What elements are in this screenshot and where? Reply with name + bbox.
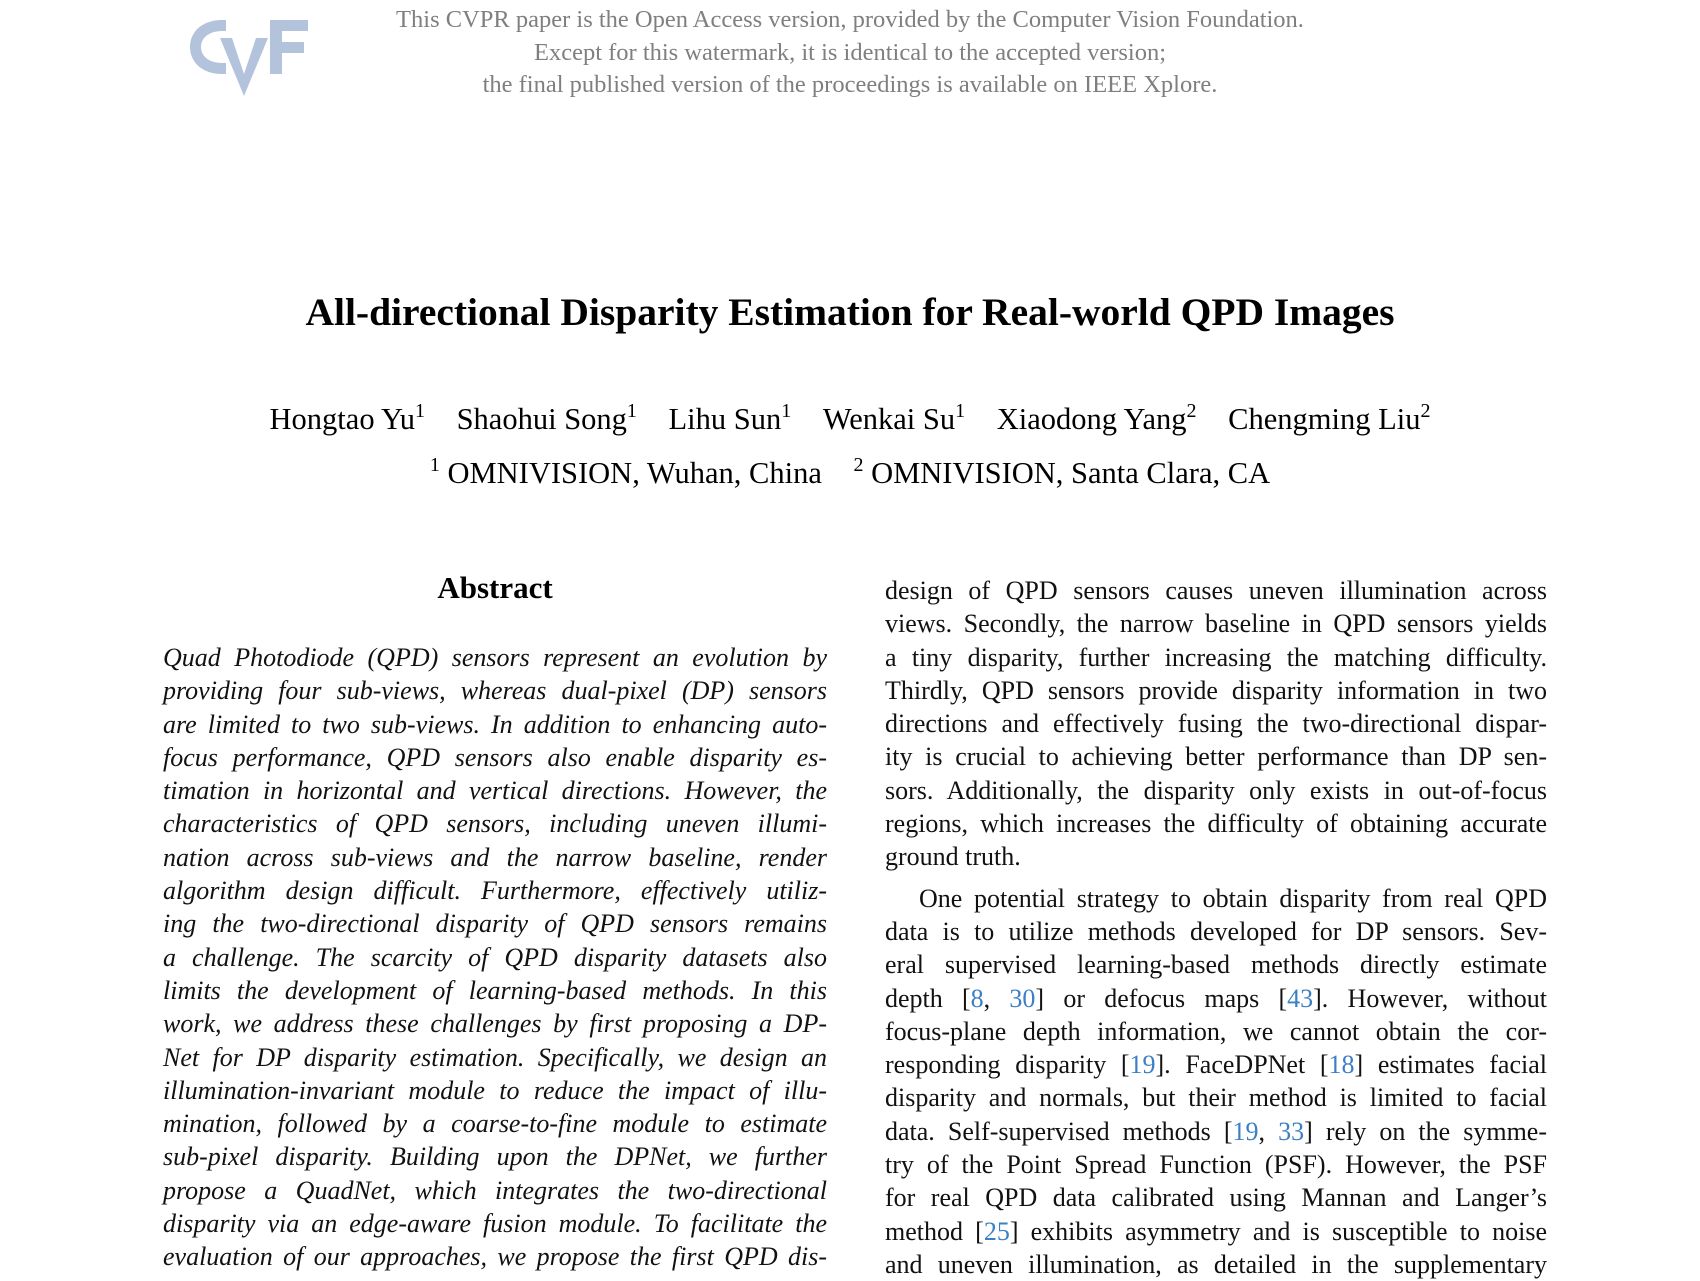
paper-title: All-directional Disparity Estimation for Real-world QPD Images — [305, 290, 1395, 334]
text-line: views. Secondly, the narrow baseline in QPD sensors yields — [885, 609, 1547, 639]
abstract-line: sub-pixel disparity. Building upon the DPNet, we further — [163, 1142, 827, 1172]
citation-link[interactable]: 8 — [970, 983, 984, 1013]
citation-link[interactable]: 18 — [1328, 1050, 1355, 1080]
author: Chengming Liu$^2$ — [1228, 400, 1431, 436]
text-line: data. Self-supervised methods [19, 33] rely on the symme- — [885, 1116, 1548, 1146]
paragraph-spacer — [885, 874, 1547, 882]
author-list — [0, 399, 1700, 439]
text-line: a tiny disparity, further increasing the matching difficulty. — [885, 642, 1547, 672]
affiliation: $^2$ OMNIVISION, Santa Clara, CA — [853, 454, 1271, 490]
text-line: eral supervised learning-based methods directly estimate — [885, 950, 1547, 980]
watermark-line: This CVPR paper is the Open Access version, provided by the Computer Vision Foundation. — [396, 6, 1304, 33]
citation-link[interactable]: 25 — [983, 1216, 1010, 1246]
abstract-line: mination, followed by a coarse-to-fine module to estimate — [163, 1109, 827, 1139]
abstract-line: focus performance, QPD sensors also enable disparity es- — [163, 742, 827, 772]
open-access-watermark — [330, 4, 1370, 102]
abstract-line: ing the two-directional disparity of QPD sensors remains — [163, 909, 827, 939]
abstract-line: illumination-invariant module to reduce the impact of illu- — [163, 1075, 827, 1105]
watermark-line: the final published version of the proceedings is available on IEEE Xplore. — [482, 71, 1218, 98]
author: Lihu Sun$^1$ — [668, 400, 792, 436]
text-line: ground truth. — [885, 842, 1021, 872]
text-line: directions and effectively fusing the two-directional dispar- — [885, 709, 1547, 739]
text-line: depth [8, 30] or defocus maps [43]. However, without — [885, 983, 1547, 1013]
watermark-line: Except for this watermark, it is identical to the accepted version; — [533, 38, 1166, 66]
intro-body — [885, 574, 1547, 1281]
text-line: regions, which increases the difficulty of obtaining accurate — [885, 809, 1547, 839]
text-line: disparity and normals, but their method is limited to facial — [885, 1083, 1547, 1113]
abstract-line: Quad Photodiode (QPD) sensors represent an evolution by — [163, 643, 827, 672]
abstract-line: providing four sub-views, whereas dual-pixel (DP) sensors — [163, 676, 827, 706]
abstract-heading: Abstract — [437, 570, 553, 605]
citation-link[interactable]: 33 — [1278, 1116, 1305, 1146]
author: Shaohui Song$^1$ — [456, 400, 637, 436]
abstract-line: work, we address these challenges by first proposing a DP- — [163, 1009, 827, 1039]
abstract-line: propose a QuadNet, which integrates the two-directional — [163, 1175, 827, 1205]
text-line: Thirdly, QPD sensors provide disparity information in two — [885, 675, 1547, 705]
author: Wenkai Su$^1$ — [822, 400, 966, 436]
cvf-logo — [186, 14, 310, 96]
abstract-line: nation across sub-views and the narrow baseline, render — [163, 842, 827, 872]
text-line: and uneven illumination, as detailed in the supplementary — [885, 1249, 1547, 1279]
citation-link[interactable]: 19 — [1129, 1050, 1156, 1080]
citation-link[interactable]: 43 — [1287, 983, 1314, 1013]
affiliation: $^1$ OMNIVISION, Wuhan, China — [429, 454, 822, 490]
text-line: focus-plane depth information, we cannot obtain the cor- — [885, 1016, 1547, 1046]
abstract-line: algorithm design difficult. Furthermore, effectively utiliz- — [163, 876, 827, 906]
author: Hongtao Yu$^1$ — [269, 400, 425, 436]
abstract-line: a challenge. The scarcity of QPD disparity datasets also — [163, 942, 827, 972]
author: Xiaodong Yang$^2$ — [996, 400, 1197, 436]
text-line: method [25] exhibits asymmetry and is susceptible to noise — [885, 1216, 1547, 1246]
affiliation-list — [0, 453, 1700, 493]
paragraph-2 — [885, 882, 1547, 1281]
citation-link[interactable]: 30 — [1009, 983, 1036, 1013]
text-line: responding disparity [19]. FaceDPNet [18] estimates facial — [885, 1050, 1547, 1080]
text-line: sors. Additionally, the disparity only exists in out-of-focus — [885, 775, 1547, 805]
abstract-line: evaluation of our approaches, we propose the first QPD dis- — [163, 1242, 827, 1272]
text-line: try of the Point Spread Function (PSF). However, the PSF — [885, 1150, 1547, 1180]
text-line: ity is crucial to achieving better performance than DP sen- — [885, 742, 1547, 772]
text-line: data is to utilize methods developed for DP sensors. Sev- — [885, 916, 1547, 946]
abstract-line: disparity via an edge-aware fusion module. To facilitate the — [163, 1209, 827, 1239]
text-line: One potential strategy to obtain disparity from real QPD — [919, 883, 1547, 913]
abstract-line: timation in horizontal and vertical directions. However, the — [163, 776, 827, 806]
citation-link[interactable]: 19 — [1232, 1116, 1259, 1146]
text-line: for real QPD data calibrated using Mannan and Langer’s — [885, 1183, 1547, 1213]
text-line: design of QPD sensors causes uneven illumination across — [885, 576, 1547, 605]
abstract-line: characteristics of QPD sensors, including uneven illumi- — [163, 809, 827, 839]
abstract-line: Net for DP disparity estimation. Specifically, we design an — [163, 1042, 827, 1072]
abstract-line: limits the development of learning-based methods. In this — [163, 975, 827, 1005]
abstract-line: are limited to two sub-views. In addition to enhancing auto- — [163, 709, 827, 739]
paragraph-1 — [885, 574, 1547, 874]
abstract-body — [163, 641, 827, 1274]
